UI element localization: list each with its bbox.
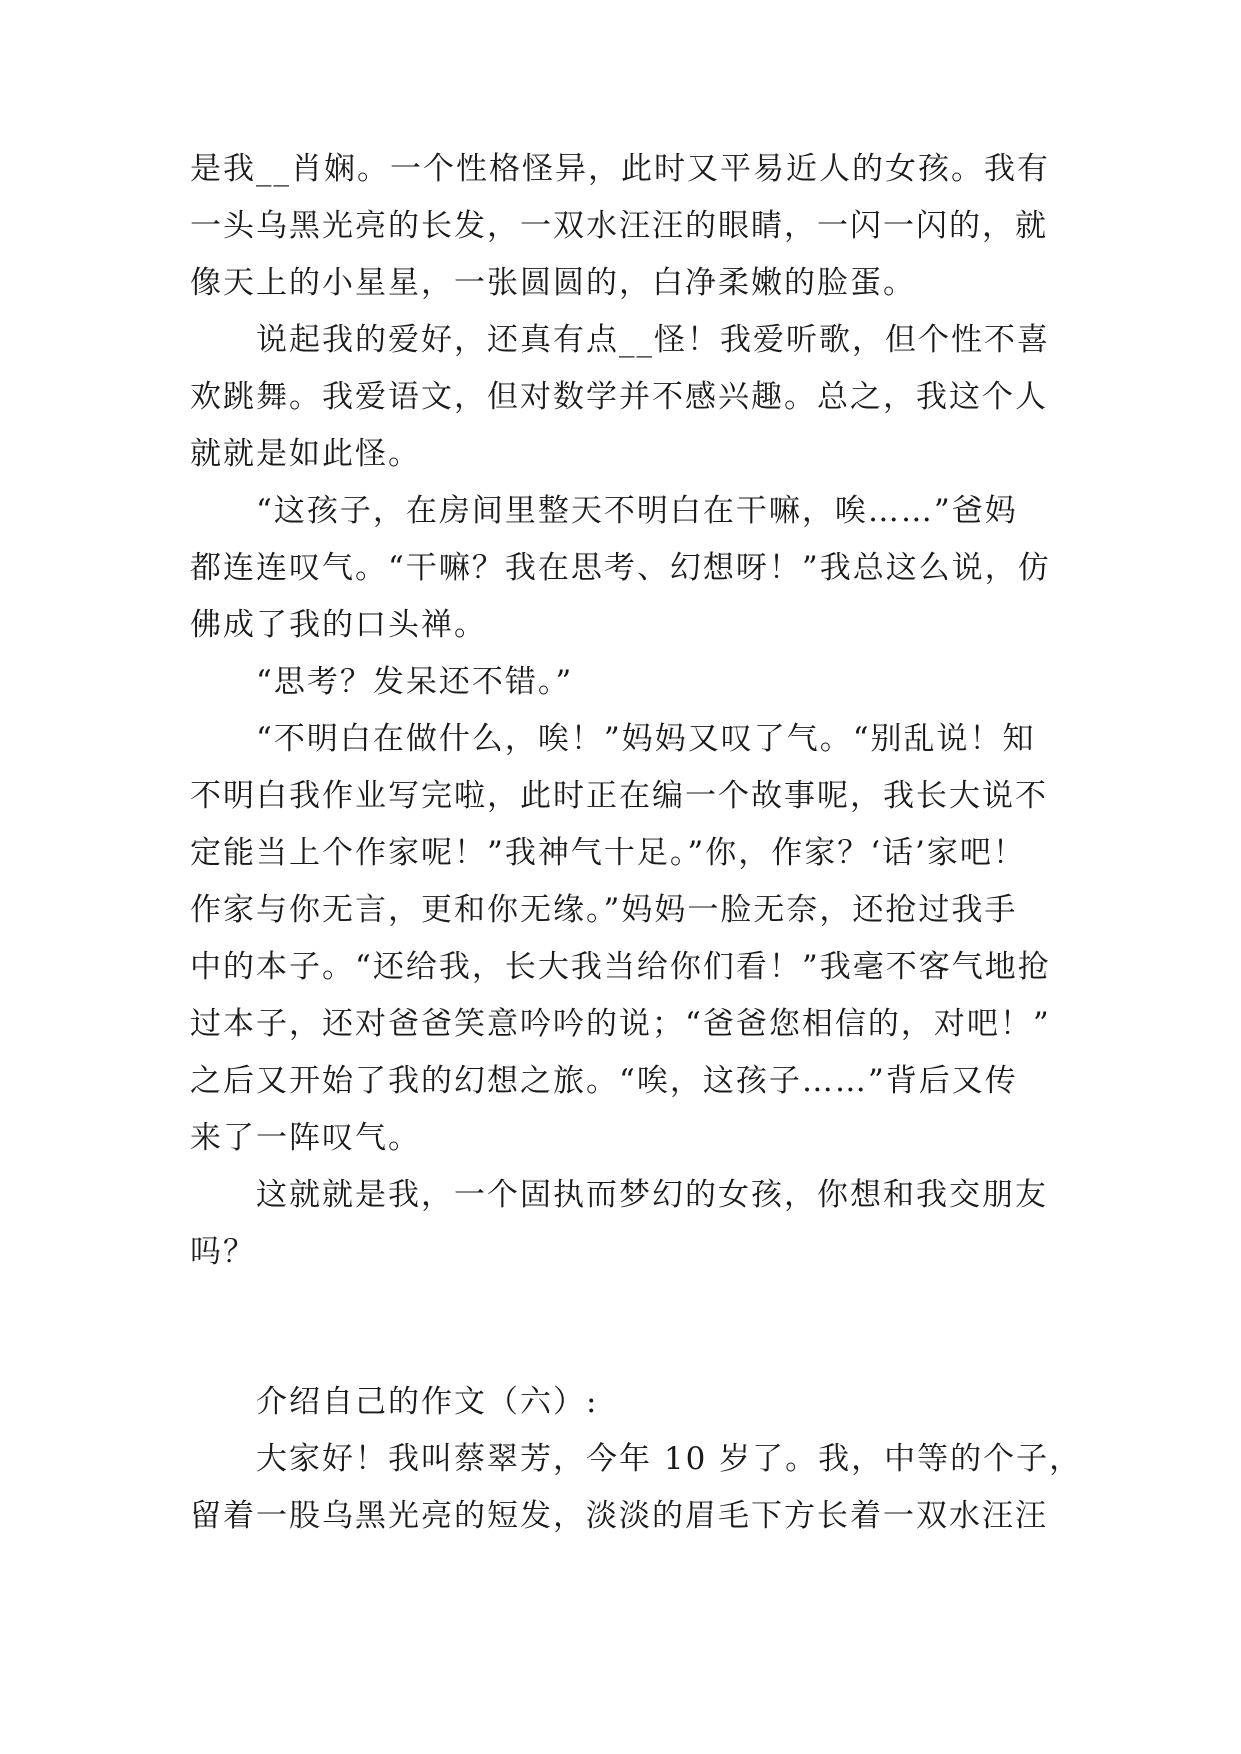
- paragraph-line: 这就就是我，一个固执而梦幻的女孩，你想和我交朋友: [256, 1177, 1048, 1213]
- body-text: [190, 141, 1052, 1281]
- paragraph-line: 佛成了我的口头禅。: [190, 607, 487, 643]
- paragraph-line: 欢跳舞。我爱语文，但对数学并不感兴趣。总之，我这个人: [190, 379, 1048, 415]
- paragraph-line: 吗？: [190, 1234, 256, 1270]
- paragraph-line: 中的本子。“还给我，长大我当给你们看！”我毫不客气地抢: [190, 949, 1051, 985]
- paragraph-line: “思考？发呆还不错。”: [256, 664, 574, 700]
- paragraph-line: 就就是如此怪。: [190, 436, 421, 472]
- paragraph-line: 说起我的爱好，还真有点__怪！我爱听歌，但个性不喜: [256, 322, 1050, 358]
- paragraph-line: 不明白我作业写完啦，此时正在编一个故事呢，我长大说不: [190, 778, 1048, 814]
- paragraph-line: 都连连叹气。“干嘛？我在思考、幻想呀！”我总这么说，仿: [190, 550, 1051, 586]
- paragraph-line: 一头乌黑光亮的长发，一双水汪汪的眼睛，一闪一闪的，就: [190, 208, 1048, 244]
- paragraph-line: 定能当上个作家呢！”我神气十足。”你，作家？‘话’家吧！: [190, 835, 1026, 871]
- paragraph-line: 之后又开始了我的幻想之旅。“唉，这孩子……”背后又传: [190, 1063, 1018, 1099]
- section-heading: 介绍自己的作文（六）:: [256, 1384, 599, 1420]
- paragraph-line: “这孩子，在房间里整天不明白在干嘛，唉……”爸妈: [256, 493, 1018, 529]
- paragraph-line: “不明白在做什么，唉！”妈妈又叹了气。“别乱说！知: [256, 721, 1036, 757]
- paragraph-line: 留着一股乌黑光亮的短发，淡淡的眉毛下方长着一双水汪汪: [190, 1498, 1048, 1534]
- paragraph-line: 是我__肖娴。一个性格怪异，此时又平易近人的女孩。我有: [190, 151, 1050, 187]
- paragraph-line: 来了一阵叹气。: [190, 1120, 421, 1156]
- section-block: [190, 1374, 1083, 1545]
- paragraph-line: 过本子，还对爸爸笑意吟吟的说；“爸爸您相信的，对吧！”: [190, 1006, 1051, 1042]
- paragraph-line: 作家与你无言，更和你无缘。”妈妈一脸无奈，还抢过我手: [190, 892, 1018, 928]
- paragraph-line: 大家好！我叫蔡翠芳，今年 10 岁了。我，中等的个子，: [256, 1441, 1083, 1477]
- paragraph-line: 像天上的小星星，一张圆圆的，白净柔嫩的脸蛋。: [190, 265, 916, 301]
